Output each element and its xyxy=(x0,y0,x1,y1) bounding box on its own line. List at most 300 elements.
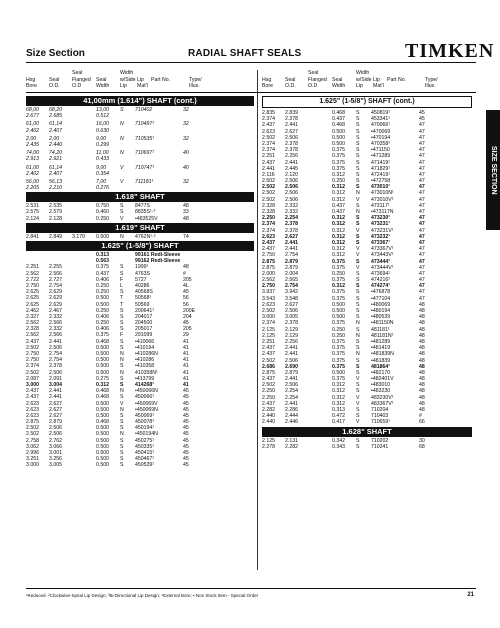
table-cell: 61,00 xyxy=(26,121,39,128)
table-cell: 2.437 xyxy=(262,159,275,166)
table-cell: 48 xyxy=(183,215,189,222)
table-cell: 2.441 xyxy=(262,165,275,172)
table-cell: S xyxy=(356,338,360,345)
table-cell: •481150N xyxy=(371,320,394,327)
table-cell: 710202 xyxy=(371,437,389,444)
table-cell: 204017 xyxy=(135,313,153,320)
table-cell: N xyxy=(356,320,360,327)
table-cell: 32 xyxy=(183,121,189,128)
table-cell: 2.374 xyxy=(262,147,275,154)
table-cell: 0.312 xyxy=(332,221,345,228)
table-cell: 2.502 xyxy=(262,184,275,191)
table-cell: 0.276 xyxy=(96,185,109,192)
table-cell: •450194N xyxy=(135,431,158,438)
table-cell: S xyxy=(356,258,360,265)
column-heading-line: Lip xyxy=(120,83,127,90)
table-cell: S xyxy=(356,357,360,364)
table-cell: 2.629 xyxy=(49,301,62,308)
table-cell: 2.623 xyxy=(262,301,275,308)
table-cell: 2.437 xyxy=(26,394,39,401)
table-cell: 16,00 xyxy=(96,121,109,128)
table-cell: 0.312 xyxy=(96,381,109,388)
table-cell: S xyxy=(356,314,360,321)
table-cell: 2.378 xyxy=(49,363,62,370)
table-cell: 2.116 xyxy=(262,171,275,178)
table-cell: 2.879 xyxy=(285,258,298,265)
table-cell: S xyxy=(120,107,124,113)
table-cell xyxy=(72,156,96,162)
table-cell: •483010 xyxy=(371,382,391,389)
table-cell: 0.250 xyxy=(96,289,109,296)
table-cell xyxy=(183,185,205,191)
table-cell: 41 xyxy=(183,357,189,364)
column-heading-line xyxy=(373,70,387,77)
table-cell: 450467¹ xyxy=(135,456,155,463)
column-heading-line: Seal xyxy=(285,76,296,83)
shaft-size-band: 1.628" SHAFT xyxy=(262,427,472,437)
table-cell: F xyxy=(120,332,124,339)
table-cell: S xyxy=(356,140,360,147)
table-cell: 2.282 xyxy=(262,407,275,413)
column-heading-line: Width xyxy=(120,70,134,76)
table-cell: 47 xyxy=(419,202,425,209)
table-cell: 2.625 xyxy=(26,289,39,296)
table-cell: 450819¹ xyxy=(371,110,391,116)
table-cell xyxy=(72,185,96,191)
column-heading-line: Mat'l xyxy=(373,83,384,90)
table-cell: 48 xyxy=(419,308,425,314)
table-cell: •450069V xyxy=(135,400,158,407)
table-cell: 48 xyxy=(419,394,425,401)
table-cell: 0.312 xyxy=(332,394,345,401)
table-cell: 2.091 xyxy=(49,375,62,382)
table-cell: N xyxy=(356,332,360,339)
table-cell: 2.441 xyxy=(285,122,298,129)
table-cell: V xyxy=(356,196,360,203)
table-cell: 2.437 xyxy=(262,351,275,358)
table-cell: 0.375 xyxy=(332,159,345,166)
table-cell: 45 xyxy=(183,431,189,438)
table-cell xyxy=(183,113,205,119)
table-cell: 2.327 xyxy=(26,313,39,320)
table-cell: 0.468 xyxy=(96,338,109,345)
table-cell: 2.575 xyxy=(26,209,39,216)
table-cell: S xyxy=(356,443,360,450)
table-cell xyxy=(72,171,96,177)
table-cell: 61,00 xyxy=(26,164,39,171)
column-heading xyxy=(425,70,447,90)
table-cell: 0.312 xyxy=(332,246,345,253)
table-cell: 48 xyxy=(419,363,425,370)
table-cell: •481289 xyxy=(371,338,391,345)
table-cell: 0.343 xyxy=(332,443,345,450)
table-cell: 2.623 xyxy=(26,400,39,407)
table-cell: 2.625 xyxy=(26,301,39,308)
table-cell: N xyxy=(120,351,124,357)
table-cell: 0.312 xyxy=(332,215,345,222)
table-cell: 0.750 xyxy=(96,203,109,210)
table-cell: 2.441 xyxy=(285,239,298,246)
table-cell: 47 xyxy=(419,153,425,160)
table-cell: T xyxy=(120,295,124,302)
table-cell: 2.629 xyxy=(49,289,62,296)
table-cell: 473367V¹ xyxy=(371,246,394,253)
table-cell: S xyxy=(120,394,124,401)
table-cell: 2.754 xyxy=(49,357,62,364)
table-cell: •410358 xyxy=(135,363,155,370)
table-cell: 204 xyxy=(183,313,192,320)
table-cell: 0.375 xyxy=(332,277,345,284)
table-cell xyxy=(135,113,183,119)
table-cell: 0.275 xyxy=(96,375,109,382)
table-cell: 2.256 xyxy=(285,153,298,160)
column-heading-line: Seal xyxy=(96,76,107,83)
table-cell: 48 xyxy=(419,382,425,389)
table-cell xyxy=(120,171,135,177)
table-cell: 2.562 xyxy=(26,270,39,277)
table-cell: 47 xyxy=(419,147,425,154)
table-cell xyxy=(120,128,135,134)
table-cell: 2,00 xyxy=(49,135,60,142)
column-heading xyxy=(189,70,211,90)
table-cell: 47 xyxy=(419,128,425,135)
table-cell: 2.124 xyxy=(26,215,39,222)
table-cell: S xyxy=(356,110,360,116)
table-cell: 47 xyxy=(419,221,425,228)
table-cell: S xyxy=(356,289,360,296)
table-cell: 2.502 xyxy=(262,190,275,197)
table-cell: 2.686 xyxy=(262,363,275,370)
table-cell xyxy=(72,462,96,468)
table-cell: 450415¹ xyxy=(135,450,155,456)
table-cell: 3.001 xyxy=(49,450,62,456)
table-cell: 41 xyxy=(183,351,189,357)
table-cell: S xyxy=(120,264,124,271)
table-cell: 40 xyxy=(183,150,189,157)
column-heading-line: Flanged xyxy=(308,76,327,83)
table-cell: 450275¹ xyxy=(135,437,155,444)
table-cell: •482170 xyxy=(371,369,391,376)
table-cell: 48 xyxy=(419,400,425,407)
table-cell: 45 xyxy=(183,425,189,432)
table-cell: 0.250 xyxy=(96,320,109,327)
table-cell: 2.374 xyxy=(262,221,275,228)
table-cell: 2.506 xyxy=(285,184,298,191)
table-cell: S xyxy=(356,159,360,166)
table-cell: 9,00 xyxy=(96,164,107,171)
table-cell: 2.625 xyxy=(26,295,39,302)
table-cell: 0.500 xyxy=(96,369,109,376)
table-cell: 4762N¹·² xyxy=(135,233,156,240)
table-cell: 2.402 xyxy=(26,127,39,134)
table-cell: 450069¹ xyxy=(135,412,155,419)
table-cell: 473010N¹ xyxy=(371,190,394,197)
table-cell: 61,14 xyxy=(49,121,62,128)
table-cell: 68,20 xyxy=(49,107,62,113)
table-cell: 45 xyxy=(183,462,189,469)
table-cell: 0.500 xyxy=(96,344,109,351)
table-cell: 0.250 xyxy=(332,326,345,333)
table-cell: 2.328 xyxy=(262,202,275,209)
table-cell: 2.506 xyxy=(285,190,298,197)
seal-table-row xyxy=(26,171,254,177)
table-cell: S xyxy=(120,425,124,432)
table-cell: 68 xyxy=(419,443,425,450)
table-cell: 2.623 xyxy=(26,406,39,413)
table-cell xyxy=(135,128,183,134)
table-cell: 2.627 xyxy=(49,412,62,419)
column-heading xyxy=(332,70,356,90)
table-cell: 2.502 xyxy=(262,382,275,389)
table-cell: S xyxy=(356,178,360,185)
column-heading-line xyxy=(151,70,189,77)
table-cell: 2.502 xyxy=(26,431,39,438)
column-heading xyxy=(262,70,285,90)
table-cell: 0.312 xyxy=(332,283,345,290)
table-cell: S xyxy=(120,462,124,469)
table-cell: 47 xyxy=(419,277,425,284)
shaft-size-band: 1.619" SHAFT xyxy=(26,223,254,233)
table-cell: 2.250 xyxy=(262,215,275,222)
table-cell: 40 xyxy=(183,164,189,171)
table-cell: 47 xyxy=(419,209,425,215)
table-cell: 0.375 xyxy=(96,264,109,271)
column-heading-line: Lip xyxy=(373,76,380,83)
table-cell: 48 xyxy=(419,357,425,364)
table-cell: 0.312 xyxy=(332,388,345,395)
table-cell xyxy=(308,419,332,425)
table-cell: 470066¹ xyxy=(371,122,391,129)
table-cell: 0.375 xyxy=(332,147,345,154)
column-divider xyxy=(257,70,258,570)
table-cell: 0.500 xyxy=(96,301,109,308)
table-cell: # xyxy=(419,413,422,420)
table-cell: S xyxy=(356,233,360,240)
table-cell: 0.313 xyxy=(96,252,109,258)
table-cell: 2.506 xyxy=(285,196,298,203)
column-heading-line xyxy=(285,70,308,77)
table-cell: 2.441 xyxy=(49,338,62,345)
table-cell: 2.677 xyxy=(26,113,39,120)
table-cell: 473231V¹ xyxy=(371,227,394,234)
table-cell: •471289 xyxy=(371,153,391,160)
table-cell: 29 xyxy=(183,332,189,339)
table-cell: N xyxy=(120,406,124,413)
header-rule-2 xyxy=(26,92,476,93)
table-cell xyxy=(72,216,96,222)
table-cell: S xyxy=(356,301,360,308)
table-cell: 2.437 xyxy=(26,388,39,395)
table-cell: 0.312 xyxy=(332,171,345,178)
table-cell: 47 xyxy=(419,295,425,302)
table-cell: 0.500 xyxy=(96,295,109,302)
table-cell: 2.437 xyxy=(262,239,275,246)
table-cell: 0.500 xyxy=(96,351,109,357)
table-cell: 48 xyxy=(419,376,425,383)
table-cell: 2.562 xyxy=(262,277,275,284)
table-cell: 2.754 xyxy=(49,351,62,357)
table-cell: 2.374 xyxy=(262,116,275,123)
shaft-size-band: 1.625" (1-5/8") SHAFT (cont.) xyxy=(262,96,472,108)
table-cell: 2.441 xyxy=(285,400,298,407)
table-cell: •410194 xyxy=(135,344,155,351)
table-cell: V xyxy=(120,400,124,407)
table-cell: 50568¹ xyxy=(135,295,152,302)
table-cell: 2.278 xyxy=(262,443,275,450)
table-cell: S xyxy=(356,147,360,154)
table-cell: 200E xyxy=(183,307,196,314)
table-cell: 2.441 xyxy=(285,345,298,352)
table-cell: S xyxy=(120,412,124,419)
table-cell: 2.565 xyxy=(285,277,298,284)
column-heading-line: Width xyxy=(356,70,370,76)
column-heading-line: Bore xyxy=(26,83,37,90)
table-cell: V xyxy=(356,394,360,401)
table-cell: S xyxy=(356,215,360,222)
table-cell: 710659¹ xyxy=(371,419,391,426)
table-cell: S xyxy=(120,338,124,345)
table-cell: •473117N xyxy=(371,209,394,215)
table-cell: 0.500 xyxy=(332,140,345,147)
seal-table-row xyxy=(26,185,254,191)
table-cell: 2.441 xyxy=(285,246,298,253)
table-cell: 41 xyxy=(183,363,189,370)
table-cell: 710402 xyxy=(135,107,153,113)
table-cell: 0.500 xyxy=(96,412,109,419)
table-cell: 410358N¹ xyxy=(135,369,158,376)
table-cell: 0.630 xyxy=(96,127,109,134)
table-cell: 2.750 xyxy=(26,357,39,364)
column-heading-line: Bore xyxy=(262,83,273,90)
seal-table-row xyxy=(26,156,254,162)
table-cell: 2.437 xyxy=(262,376,275,383)
table-cell: 2.502 xyxy=(26,425,39,432)
column-heading-line: Width xyxy=(332,83,346,90)
table-cell: 0.375 xyxy=(332,357,345,364)
table-cell: 710697¹ xyxy=(135,150,155,157)
seal-table-row xyxy=(26,216,254,222)
column-heading-line: Part No. xyxy=(151,76,171,83)
table-cell: 3.251 xyxy=(26,456,39,463)
table-cell: 2.535 xyxy=(49,203,62,210)
table-cell: 45 xyxy=(183,412,189,419)
table-cell: •483230 xyxy=(371,388,391,395)
table-cell: 483367V¹ xyxy=(371,400,394,407)
table-cell: 48 xyxy=(419,314,425,321)
table-cell: V xyxy=(120,164,124,171)
table-cell xyxy=(120,156,135,162)
table-cell: V xyxy=(120,215,124,222)
table-cell: N xyxy=(120,135,124,142)
table-cell: 48 xyxy=(419,301,425,308)
table-cell: 0.472 xyxy=(332,413,345,420)
table-cell: N xyxy=(120,357,124,364)
table-cell: 56,00 xyxy=(26,178,39,185)
table-cell: N xyxy=(120,431,124,438)
table-cell: 2.629 xyxy=(49,295,62,302)
table-cell: 2.875 xyxy=(26,419,39,426)
table-cell xyxy=(183,142,205,148)
table-cell: 7,00 xyxy=(96,178,107,185)
table-cell: 453341¹ xyxy=(371,116,391,123)
table-cell: S xyxy=(356,363,360,370)
table-cell: 48 xyxy=(183,264,189,271)
table-cell: S xyxy=(356,239,360,246)
table-cell: 0.342 xyxy=(332,437,345,444)
table-cell: 2.566 xyxy=(49,320,62,327)
table-cell: 0.500 xyxy=(96,400,109,407)
table-cell: 0.563 xyxy=(96,258,109,265)
table-cell: 2.627 xyxy=(49,400,62,407)
table-cell: 2.282 xyxy=(285,443,298,450)
table-cell: S xyxy=(120,320,124,327)
table-cell: 481181N¹ xyxy=(371,332,394,339)
table-cell: 0.468 xyxy=(96,394,109,401)
table-cell: 2.879 xyxy=(285,264,298,271)
table-cell: 470358¹ xyxy=(371,140,391,147)
table-cell xyxy=(120,113,135,119)
table-cell: V xyxy=(356,400,360,407)
table-cell: 45 xyxy=(183,406,189,413)
table-cell: S xyxy=(120,443,124,450)
table-cell: 2.378 xyxy=(285,320,298,327)
table-cell: 2.332 xyxy=(49,326,62,333)
table-cell: 56 xyxy=(183,295,189,302)
column-heading xyxy=(120,70,137,90)
table-cell: 2.506 xyxy=(49,344,62,351)
table-cell: 2.437 xyxy=(262,122,275,129)
table-cell: 5727 xyxy=(135,276,147,283)
table-cell: 2.374 xyxy=(26,363,39,370)
table-cell: 0.250 xyxy=(96,307,109,314)
table-cell: 205 xyxy=(183,326,192,333)
table-cell: 0.312 xyxy=(332,252,345,259)
table-cell: 0.460 xyxy=(96,209,109,216)
table-cell: 483230V¹ xyxy=(371,394,394,401)
table-cell: 45 xyxy=(183,419,189,426)
table-cell: 711181¹ xyxy=(135,178,154,185)
table-cell: 2.441 xyxy=(285,351,298,358)
table-cell: 0.500 xyxy=(332,134,345,141)
table-cell: 45 xyxy=(419,116,425,123)
table-cell xyxy=(135,185,183,191)
table-cell: 2.623 xyxy=(262,233,275,240)
table-cell: S xyxy=(356,270,360,277)
table-cell: 710535¹ xyxy=(135,135,155,142)
table-cell: 74,00 xyxy=(26,150,39,157)
table-cell: 2.256 xyxy=(285,338,298,345)
table-cell: 2.835 xyxy=(262,110,275,116)
table-cell: S xyxy=(120,437,124,444)
table-cell: 2.502 xyxy=(26,344,39,351)
table-cell: 45 xyxy=(183,388,189,395)
table-cell: 2.467 xyxy=(49,307,62,314)
table-cell: 2.921 xyxy=(49,156,62,163)
table-cell: 2.286 xyxy=(285,407,298,413)
shaft-size-band: 1.625" (1-5/8") SHAFT xyxy=(26,241,254,251)
table-cell: 0.250 xyxy=(332,178,345,185)
table-cell: 68,00 xyxy=(26,107,39,113)
column-heading-line: Mat'l xyxy=(137,83,148,90)
column-heading-line: Flanged xyxy=(72,76,91,83)
table-cell: 40286 xyxy=(135,282,150,289)
table-cell: 48 xyxy=(419,326,425,333)
column-heading-line: Type/ xyxy=(425,76,438,83)
table-cell: 2.332 xyxy=(49,313,62,320)
table-cell: 3.000 xyxy=(262,314,275,321)
table-cell xyxy=(135,142,183,148)
column-heading-line xyxy=(262,70,285,77)
